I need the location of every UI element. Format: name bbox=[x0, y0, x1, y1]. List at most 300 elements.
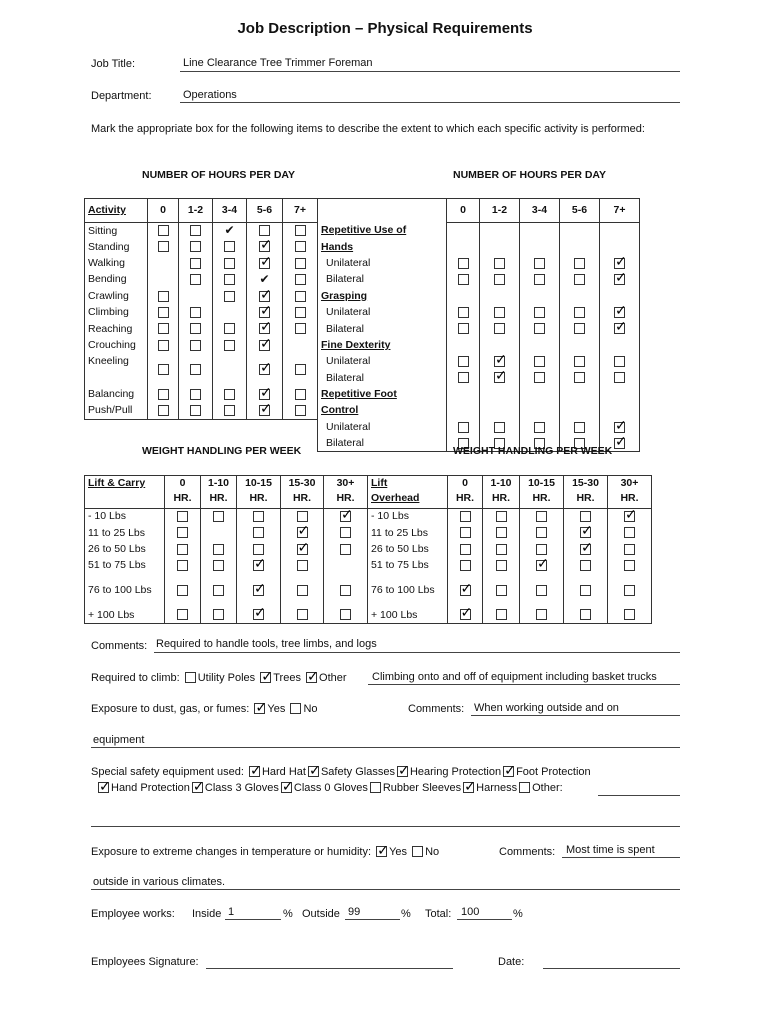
weight-checkbox[interactable] bbox=[253, 585, 264, 596]
safety-class-3-gloves-checkbox[interactable] bbox=[192, 782, 203, 793]
safety-safety-glasses-checkbox[interactable] bbox=[308, 766, 319, 777]
hours-checkbox[interactable] bbox=[259, 241, 270, 252]
hours-checkbox[interactable] bbox=[458, 323, 469, 334]
hours-cell bbox=[520, 255, 560, 271]
hours-cell bbox=[447, 370, 480, 386]
weight-checkbox[interactable] bbox=[496, 544, 507, 555]
weight-checkbox[interactable] bbox=[177, 544, 188, 555]
weight-checkbox[interactable] bbox=[297, 609, 308, 620]
hours-cell bbox=[283, 288, 318, 304]
activity-row bbox=[85, 223, 318, 240]
weight-cell bbox=[520, 607, 564, 623]
hours-checkbox[interactable] bbox=[224, 291, 235, 302]
safety-harness-checkbox[interactable] bbox=[463, 782, 474, 793]
hours-checkbox[interactable] bbox=[224, 241, 235, 252]
works-label: Employee works: bbox=[91, 908, 175, 920]
lift-overhead-header-row bbox=[368, 476, 652, 509]
weight-cell bbox=[448, 558, 483, 574]
hours-cell bbox=[213, 255, 247, 271]
hours-cell bbox=[148, 223, 179, 240]
temperature-label: Exposure to extreme changes in temperature or humidity: bbox=[91, 846, 372, 858]
hours-checkbox[interactable] bbox=[614, 356, 625, 367]
hours-checkbox[interactable] bbox=[494, 307, 505, 318]
hours-checkbox[interactable] bbox=[574, 323, 585, 334]
weight-checkbox[interactable] bbox=[297, 511, 308, 522]
hours-cell bbox=[148, 321, 179, 337]
dust-label: Exposure to dust, gas, or fumes: bbox=[91, 703, 250, 715]
hours-cell bbox=[148, 354, 179, 387]
hours-cell bbox=[447, 321, 480, 337]
hours-checkbox[interactable] bbox=[574, 258, 585, 269]
lift-carry-weight: + 100 Lbs bbox=[85, 607, 165, 623]
weight-checkbox[interactable] bbox=[213, 511, 224, 522]
weight-checkbox[interactable] bbox=[580, 544, 591, 555]
repetitive-name: Bilateral bbox=[318, 436, 447, 452]
weight-col-4: 30+ HR. bbox=[324, 476, 368, 509]
weight-checkbox[interactable] bbox=[624, 585, 635, 596]
hours-cell bbox=[179, 321, 213, 337]
hours-checkbox[interactable] bbox=[224, 405, 235, 416]
weight-checkbox[interactable] bbox=[213, 560, 224, 571]
hours-checkbox[interactable] bbox=[614, 307, 625, 318]
hours-cell bbox=[600, 272, 640, 288]
climb-label: Required to climb: bbox=[91, 672, 180, 684]
weight-checkbox[interactable] bbox=[536, 544, 547, 555]
weight-checkbox[interactable] bbox=[177, 527, 188, 538]
weight-cell bbox=[324, 541, 368, 557]
repetitive-name: Unilateral bbox=[318, 419, 447, 435]
hours-checkbox[interactable] bbox=[158, 323, 169, 334]
hours-checkbox[interactable] bbox=[259, 340, 270, 351]
weight-checkbox[interactable] bbox=[253, 511, 264, 522]
weight-checkbox[interactable] bbox=[496, 585, 507, 596]
weight-cell bbox=[608, 574, 652, 607]
hours-checkbox[interactable] bbox=[295, 258, 306, 269]
hours-checkbox[interactable] bbox=[190, 389, 201, 400]
hours-checkbox[interactable] bbox=[574, 422, 585, 433]
activity-name: Push/Pull bbox=[85, 403, 148, 419]
hours-col-2: 3-4 bbox=[520, 199, 560, 223]
hours-checkbox[interactable] bbox=[494, 372, 505, 383]
hours-checkbox[interactable] bbox=[190, 258, 201, 269]
lift-carry-weight: - 10 Lbs bbox=[85, 509, 165, 525]
hours-checkbox[interactable] bbox=[158, 291, 169, 302]
hours-checkbox[interactable] bbox=[259, 258, 270, 269]
hours-checkbox[interactable] bbox=[158, 225, 169, 236]
weight-checkbox[interactable] bbox=[253, 560, 264, 571]
hours-checkbox[interactable] bbox=[295, 405, 306, 416]
weight-checkbox[interactable] bbox=[624, 511, 635, 522]
activity-header: Activity bbox=[85, 199, 148, 223]
weight-checkbox[interactable] bbox=[460, 560, 471, 571]
hours-checkbox[interactable] bbox=[190, 307, 201, 318]
repetitive-row bbox=[318, 321, 640, 337]
hours-cell bbox=[520, 321, 560, 337]
weight-cell bbox=[237, 558, 281, 574]
temperature-comments-value[interactable]: Most time is spent bbox=[566, 844, 655, 856]
lift-carry-weight: 11 to 25 Lbs bbox=[85, 525, 165, 541]
activity-name: Climbing bbox=[85, 305, 148, 321]
weight-cell bbox=[520, 509, 564, 525]
hours-checkbox[interactable] bbox=[190, 323, 201, 334]
weight-checkbox[interactable] bbox=[496, 560, 507, 571]
hours-checkbox[interactable] bbox=[494, 258, 505, 269]
instructions: Mark the appropriate box for the following items to describe the extent to which each specific activity is performed: bbox=[91, 123, 645, 135]
hours-cell bbox=[148, 239, 179, 255]
weight-checkbox[interactable] bbox=[213, 544, 224, 555]
repetitive-row bbox=[318, 304, 640, 320]
hours-checkbox[interactable] bbox=[574, 274, 585, 285]
safety-hearing-protection-checkbox[interactable] bbox=[397, 766, 408, 777]
comments-value[interactable]: Required to handle tools, tree limbs, and logs bbox=[156, 638, 377, 650]
weight-cell bbox=[520, 525, 564, 541]
hours-checkbox[interactable] bbox=[259, 389, 270, 400]
weight-checkbox[interactable] bbox=[340, 544, 351, 555]
weight-checkbox[interactable] bbox=[536, 511, 547, 522]
hours-cell bbox=[520, 354, 560, 370]
temperature-continued-line bbox=[91, 889, 680, 890]
job-title-value[interactable]: Line Clearance Tree Trimmer Foreman bbox=[183, 57, 373, 69]
repetitive-name: Bilateral bbox=[318, 370, 447, 386]
hours-checkbox[interactable] bbox=[458, 356, 469, 367]
weight-checkbox[interactable] bbox=[536, 560, 547, 571]
dust-row bbox=[91, 703, 318, 715]
hours-checkbox[interactable] bbox=[494, 356, 505, 367]
weight-checkbox[interactable] bbox=[460, 544, 471, 555]
weight-checkbox[interactable] bbox=[340, 609, 351, 620]
hours-checkbox[interactable] bbox=[534, 323, 545, 334]
weight-cell bbox=[237, 607, 281, 623]
temperature-yes-checkbox[interactable] bbox=[376, 846, 387, 857]
activity-row bbox=[85, 239, 318, 255]
weight-checkbox[interactable] bbox=[177, 511, 188, 522]
outside-value[interactable]: 99 bbox=[348, 906, 361, 918]
hours-checkbox[interactable] bbox=[295, 241, 306, 252]
hours-checkbox[interactable] bbox=[458, 422, 469, 433]
repetitive-row bbox=[318, 223, 640, 239]
hours-checkbox[interactable] bbox=[295, 225, 306, 236]
hours-checkmark: ✔ bbox=[259, 271, 270, 286]
weight-checkbox[interactable] bbox=[340, 511, 351, 522]
dust-no-checkbox[interactable] bbox=[290, 703, 301, 714]
hours-checkbox[interactable] bbox=[158, 405, 169, 416]
lift-carry-row bbox=[85, 509, 368, 525]
climb-row bbox=[91, 672, 347, 684]
weight-cell bbox=[448, 607, 483, 623]
weight-cell bbox=[608, 558, 652, 574]
hours-checkbox[interactable] bbox=[494, 323, 505, 334]
weight-checkbox[interactable] bbox=[624, 560, 635, 571]
hours-checkbox[interactable] bbox=[190, 274, 201, 285]
hours-cell bbox=[560, 239, 600, 255]
safety-foot-protection-checkbox[interactable] bbox=[503, 766, 514, 777]
weight-cell bbox=[165, 509, 201, 525]
weight-checkbox[interactable] bbox=[213, 585, 224, 596]
activity-row bbox=[85, 354, 318, 387]
weight-checkbox[interactable] bbox=[624, 544, 635, 555]
activity-row bbox=[85, 337, 318, 353]
hours-cell bbox=[179, 354, 213, 387]
hours-checkbox[interactable] bbox=[190, 241, 201, 252]
hours-checkbox[interactable] bbox=[158, 389, 169, 400]
hours-cell bbox=[213, 223, 247, 240]
weight-checkbox[interactable] bbox=[580, 585, 591, 596]
weight-col-0: 0 HR. bbox=[165, 476, 201, 509]
hours-checkbox[interactable] bbox=[295, 389, 306, 400]
department-value[interactable]: Operations bbox=[183, 89, 237, 101]
weight-cell bbox=[201, 541, 237, 557]
hours-checkbox[interactable] bbox=[574, 372, 585, 383]
weight-checkbox[interactable] bbox=[177, 560, 188, 571]
hours-checkbox[interactable] bbox=[259, 323, 270, 334]
weight-checkbox[interactable] bbox=[580, 560, 591, 571]
lift-carry-row bbox=[85, 607, 368, 623]
dust-yes-checkbox[interactable] bbox=[254, 703, 265, 714]
safety-hard-hat-checkbox[interactable] bbox=[249, 766, 260, 777]
hours-checkbox[interactable] bbox=[574, 356, 585, 367]
hours-cell bbox=[283, 239, 318, 255]
weight-cell bbox=[608, 525, 652, 541]
weight-checkbox[interactable] bbox=[297, 527, 308, 538]
hours-cell bbox=[480, 223, 520, 239]
weight-checkbox[interactable] bbox=[177, 609, 188, 620]
lift-overhead-weight: 11 to 25 Lbs bbox=[368, 525, 448, 541]
hours-checkbox[interactable] bbox=[158, 307, 169, 318]
hours-checkbox[interactable] bbox=[295, 307, 306, 318]
hours-checkbox[interactable] bbox=[295, 323, 306, 334]
hours-cell bbox=[520, 370, 560, 386]
activity-name: Sitting bbox=[85, 223, 148, 240]
inside-value[interactable]: 1 bbox=[228, 906, 235, 918]
hours-checkbox[interactable] bbox=[534, 274, 545, 285]
safety-row-2 bbox=[96, 782, 563, 794]
safety-label: Special safety equipment used: bbox=[91, 766, 244, 778]
weight-col-3: 15-30 HR. bbox=[564, 476, 608, 509]
hours-cell bbox=[148, 337, 179, 353]
weight-checkbox[interactable] bbox=[253, 527, 264, 538]
hours-checkbox[interactable] bbox=[458, 258, 469, 269]
weight-col-0: 0 HR. bbox=[448, 476, 483, 509]
total-value[interactable]: 100 bbox=[461, 906, 480, 918]
safety-other-checkbox[interactable] bbox=[519, 782, 530, 793]
hours-checkbox[interactable] bbox=[614, 422, 625, 433]
hours-cell bbox=[283, 305, 318, 321]
hours-checkbox[interactable] bbox=[259, 364, 270, 375]
safety-rubber-sleeves-checkbox[interactable] bbox=[370, 782, 381, 793]
hours-checkbox[interactable] bbox=[614, 372, 625, 383]
hours-checkbox[interactable] bbox=[534, 258, 545, 269]
repetitive-row bbox=[318, 354, 640, 370]
hours-cell bbox=[480, 386, 520, 402]
hours-cell bbox=[480, 370, 520, 386]
hours-cell bbox=[600, 354, 640, 370]
hours-heading-right: NUMBER OF HOURS PER DAY bbox=[453, 169, 607, 181]
hours-checkbox[interactable] bbox=[534, 422, 545, 433]
weight-cell bbox=[520, 574, 564, 607]
hours-cell bbox=[213, 403, 247, 419]
weight-checkbox[interactable] bbox=[580, 609, 591, 620]
weight-cell bbox=[281, 541, 324, 557]
inside-label: Inside bbox=[192, 908, 222, 920]
weight-cell bbox=[448, 525, 483, 541]
hours-cell bbox=[447, 239, 480, 255]
weight-checkbox[interactable] bbox=[496, 527, 507, 538]
hours-checkbox[interactable] bbox=[158, 340, 169, 351]
weight-col-3: 15-30 HR. bbox=[281, 476, 324, 509]
hours-checkbox[interactable] bbox=[190, 364, 201, 375]
hours-cell bbox=[520, 239, 560, 255]
trees-checkbox[interactable] bbox=[260, 672, 271, 683]
hours-cell bbox=[520, 386, 560, 402]
hours-checkbox[interactable] bbox=[224, 340, 235, 351]
hours-checkbox[interactable] bbox=[458, 274, 469, 285]
weight-cell bbox=[448, 509, 483, 525]
safety-other-line bbox=[598, 795, 680, 796]
hours-checkbox[interactable] bbox=[534, 372, 545, 383]
hours-checkbox[interactable] bbox=[295, 274, 306, 285]
hours-checkbox[interactable] bbox=[190, 405, 201, 416]
safety-class-0-gloves-checkbox[interactable] bbox=[281, 782, 292, 793]
hours-checkbox[interactable] bbox=[614, 274, 625, 285]
hours-checkbox[interactable] bbox=[259, 405, 270, 416]
dust-yes-label: Yes bbox=[267, 703, 286, 715]
dust-comments-line bbox=[471, 715, 680, 716]
lift-overhead-weight: 51 to 75 Lbs bbox=[368, 558, 448, 574]
weight-cell bbox=[201, 607, 237, 623]
activity-row bbox=[85, 305, 318, 321]
hours-checkbox[interactable] bbox=[190, 225, 201, 236]
hours-cell bbox=[247, 255, 283, 271]
lift-carry-row bbox=[85, 558, 368, 574]
hours-cell bbox=[560, 272, 600, 288]
other-climb-checkbox[interactable] bbox=[306, 672, 317, 683]
hours-checkbox[interactable] bbox=[458, 372, 469, 383]
weight-checkbox[interactable] bbox=[536, 527, 547, 538]
hours-checkbox[interactable] bbox=[574, 307, 585, 318]
lift-overhead-row bbox=[368, 509, 652, 525]
lift-overhead-weight: + 100 Lbs bbox=[368, 607, 448, 623]
weight-checkbox[interactable] bbox=[340, 585, 351, 596]
hours-col-3: 5-6 bbox=[247, 199, 283, 223]
climb-other-value[interactable]: Climbing onto and off of equipment including basket trucks bbox=[372, 671, 657, 683]
hours-checkbox[interactable] bbox=[158, 241, 169, 252]
hours-checkbox[interactable] bbox=[190, 340, 201, 351]
safety-hand-protection-checkbox[interactable] bbox=[98, 782, 109, 793]
hours-checkbox[interactable] bbox=[534, 307, 545, 318]
hours-checkbox[interactable] bbox=[295, 291, 306, 302]
weight-cell bbox=[520, 558, 564, 574]
hours-checkbox[interactable] bbox=[224, 258, 235, 269]
weight-cell bbox=[564, 541, 608, 557]
hours-checkbox[interactable] bbox=[259, 225, 270, 236]
hours-checkbox[interactable] bbox=[259, 307, 270, 318]
temperature-no-label: No bbox=[425, 846, 440, 858]
utility-poles-checkbox[interactable] bbox=[185, 672, 196, 683]
weight-checkbox[interactable] bbox=[624, 609, 635, 620]
hours-checkbox[interactable] bbox=[458, 307, 469, 318]
weight-cell bbox=[564, 574, 608, 607]
weight-checkbox[interactable] bbox=[213, 609, 224, 620]
activity-name: Walking bbox=[85, 255, 148, 271]
hours-col-0: 0 bbox=[148, 199, 179, 223]
safety-option-label: Foot Protection bbox=[516, 766, 591, 778]
hours-cell bbox=[213, 239, 247, 255]
weight-checkbox[interactable] bbox=[536, 609, 547, 620]
hours-checkbox[interactable] bbox=[494, 274, 505, 285]
repetitive-name: Fine Dexterity bbox=[318, 337, 447, 353]
hours-checkbox[interactable] bbox=[158, 364, 169, 375]
hours-checkbox[interactable] bbox=[224, 389, 235, 400]
weight-checkbox[interactable] bbox=[580, 527, 591, 538]
weight-checkbox[interactable] bbox=[496, 511, 507, 522]
weight-checkbox[interactable] bbox=[297, 544, 308, 555]
weight-checkbox[interactable] bbox=[297, 560, 308, 571]
weight-checkbox[interactable] bbox=[460, 511, 471, 522]
safety-option-label: Rubber Sleeves bbox=[382, 782, 462, 794]
weight-cell bbox=[448, 574, 483, 607]
repetitive-name: Hands bbox=[318, 239, 447, 255]
weight-cell bbox=[237, 574, 281, 607]
hours-heading-left: NUMBER OF HOURS PER DAY bbox=[142, 169, 296, 181]
hours-checkbox[interactable] bbox=[614, 438, 625, 449]
weight-cell bbox=[608, 541, 652, 557]
hours-checkbox[interactable] bbox=[295, 364, 306, 375]
hours-checkbox[interactable] bbox=[534, 356, 545, 367]
hours-checkbox[interactable] bbox=[224, 274, 235, 285]
total-line bbox=[457, 919, 512, 920]
utility-poles-label: Utility Poles bbox=[197, 672, 256, 684]
weight-checkbox[interactable] bbox=[624, 527, 635, 538]
lift-overhead-weight: 26 to 50 Lbs bbox=[368, 541, 448, 557]
weight-cell bbox=[483, 541, 520, 557]
hours-checkbox[interactable] bbox=[614, 258, 625, 269]
hours-repetitive-table bbox=[317, 198, 640, 452]
temperature-no-checkbox[interactable] bbox=[412, 846, 423, 857]
weight-checkbox[interactable] bbox=[177, 585, 188, 596]
weight-checkbox[interactable] bbox=[297, 585, 308, 596]
hours-cell bbox=[213, 272, 247, 288]
signature-line[interactable] bbox=[206, 968, 453, 969]
weight-checkbox[interactable] bbox=[496, 609, 507, 620]
hours-checkbox[interactable] bbox=[494, 422, 505, 433]
dust-comments-value[interactable]: When working outside and on bbox=[474, 702, 619, 714]
hours-checkbox[interactable] bbox=[259, 291, 270, 302]
weight-checkbox[interactable] bbox=[580, 511, 591, 522]
weight-checkbox[interactable] bbox=[460, 609, 471, 620]
weight-checkbox[interactable] bbox=[460, 585, 471, 596]
hours-cell bbox=[447, 304, 480, 320]
hours-checkbox[interactable] bbox=[614, 323, 625, 334]
dust-comments-continued[interactable]: equipment bbox=[93, 734, 145, 746]
weight-cell bbox=[324, 525, 368, 541]
hours-cell bbox=[179, 288, 213, 304]
weight-checkbox[interactable] bbox=[460, 527, 471, 538]
lift-carry-weight: 26 to 50 Lbs bbox=[85, 541, 165, 557]
repetitive-row bbox=[318, 255, 640, 271]
safety-option-label: Class 3 Gloves bbox=[204, 782, 279, 794]
weight-checkbox[interactable] bbox=[253, 544, 264, 555]
date-line[interactable] bbox=[543, 968, 680, 969]
weight-checkbox[interactable] bbox=[340, 527, 351, 538]
weight-checkbox[interactable] bbox=[253, 609, 264, 620]
weight-cell bbox=[324, 509, 368, 525]
safety-row-1 bbox=[91, 766, 591, 778]
temperature-comments-continued[interactable]: outside in various climates. bbox=[93, 876, 226, 888]
hours-cell bbox=[560, 223, 600, 239]
hours-checkbox[interactable] bbox=[224, 323, 235, 334]
weight-checkbox[interactable] bbox=[536, 585, 547, 596]
repetitive-name: Control bbox=[318, 403, 447, 419]
